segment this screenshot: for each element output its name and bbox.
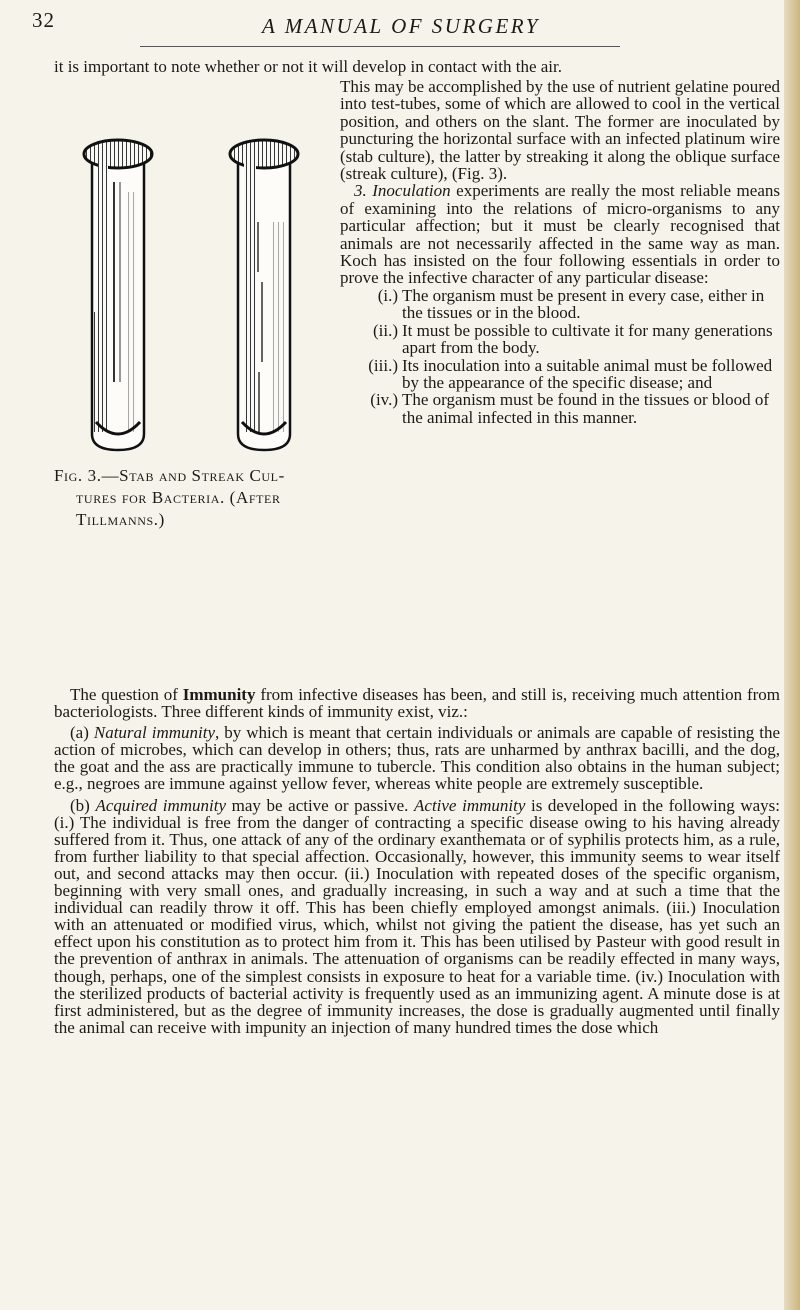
- streak-culture-tube: [230, 140, 298, 450]
- header-rule: [140, 46, 620, 47]
- acquired-immunity-term: Acquired immunity: [95, 795, 226, 815]
- natural-immunity-paragraph: [54, 724, 780, 792]
- immunity-intro-start: The question of: [70, 685, 183, 704]
- list-item-number: (i.): [377, 285, 398, 305]
- inoculation-text: experiments are really the most reliable means of examining into the relations of micro-organisms to any particular affection; but it must be clearly recognised that animals are not necessarily affected in the same way as man. Koch has insisted on the four following essentials in order to prove the infective character of any particular disease:: [340, 181, 780, 288]
- natural-label: (a): [70, 723, 94, 743]
- list-item-number: (iv.): [370, 390, 398, 410]
- immunity-intro-rest: from infective diseases has been, and still is, receiving much attention from bacteriologists. Three different kinds of immunity exist, viz.:: [54, 685, 780, 722]
- page-edge: [784, 0, 800, 1310]
- list-item-text: The organism must be present in every case, either in the tissues or in the blood.: [402, 285, 765, 323]
- list-item: [340, 322, 780, 357]
- inoculation-paragraph: [340, 182, 780, 286]
- list-item: [340, 391, 780, 426]
- figure-test-tubes: [58, 132, 358, 462]
- caption-line-2: tures for Bacteria. (After: [76, 488, 281, 507]
- list-item-number: (iii.): [368, 355, 398, 375]
- list-item: [340, 357, 780, 392]
- stab-culture-tube: [84, 140, 152, 450]
- immunity-term: Immunity: [182, 685, 256, 704]
- caption-line-1: Fig. 3.—Stab and Streak Cul-: [54, 466, 285, 485]
- page-number: 32: [32, 8, 55, 32]
- natural-immunity-term: Natural immunity: [93, 723, 216, 743]
- figure-caption: [54, 465, 304, 531]
- main-body-text: [54, 686, 780, 1040]
- koch-postulates-list: [340, 287, 780, 426]
- list-item-number: (ii.): [372, 320, 398, 340]
- active-immunity-term: Active immunity: [414, 795, 526, 815]
- natural-immunity-text: , by which is meant that certain individuals or animals are capable of resisting the action of microbes, which can develop in others; thus, rats are unharmed by anthrax bacilli, and the dog, the goat and the ass are practically immune to tubercle. This condition also obtains in the human subject; e.g., negroes are immune against yellow fever, whereas white people are extremely susceptible.: [54, 723, 780, 794]
- acquired-immunity-paragraph: [54, 797, 780, 1036]
- lead-line: it is important to note whether or not it will develop in contact with the air.: [54, 57, 563, 76]
- list-item: [340, 287, 780, 322]
- acquired-mid: may be active or passive.: [226, 795, 415, 815]
- list-item-text: The organism must be found in the tissues or blood of the animal infected in this manner.: [402, 390, 770, 427]
- page-header: [30, 6, 760, 46]
- right-column-text: [340, 78, 780, 426]
- inoculation-term: 3. Inoculation: [354, 181, 451, 201]
- immunity-intro-paragraph: [54, 686, 780, 720]
- culture-method-paragraph: This may be accomplished by the use of nutrient gelatine poured into test-tubes, some of which are allowed to cool in the vertical position, and others on the slant. The former are inoculated by puncturing the horizontal surface with an infected platinum wire (stab culture), the latter by streaking it along the oblique surface (streak culture), (Fig. 3).: [340, 77, 780, 184]
- acquired-label: (b): [70, 795, 96, 815]
- acquired-immunity-text: is developed in the following ways: (i.) The individual is free from the danger of contracting a specific disease owing to his having already suffered from it. Thus, one attack of any of the ordinary exanthemata or of syphilis protects him, as a rule, from further liability to that special affection. Occasionally, however, this immunity seems to wear itself out, and second attacks may then occur. (ii.) Inoculation with repeated doses of the specific organism, beginning with very small ones, and gradually increasing, in such a way and at such a time that the individual can readily throw it off. This has been chiefly employed amongst animals. (iii.) Inoculation with an attenuated or modified virus, which, whilst not giving the patient the disease, has yet such an effect upon his constitution as to protect him from it. This has been utilised by Pasteur with good result in the prevention of anthrax in animals. The attenuation of organisms can be readily effected in many ways, though, perhaps, one of the simplest consists in exposure to heat for a variable time. (iv.) Inoculation with the sterilized products of bacterial activity is frequently used as an immunizing agent. A minute dose is at first administered, but as the degree of immunity increases, the dose is gradually augmented until finally the animal can receive with impunity an injection of many hundred times the dose which: [54, 795, 780, 1037]
- caption-line-3: Tillmanns.): [76, 510, 165, 529]
- test-tubes-illustration: [58, 132, 358, 462]
- running-head: A MANUAL OF SURGERY: [262, 14, 540, 38]
- list-item-text: Its inoculation into a suitable animal must be followed by the appearance of the specific disease; and: [402, 355, 773, 392]
- list-item-text: It must be possible to cultivate it for many generations apart from the body.: [402, 320, 773, 358]
